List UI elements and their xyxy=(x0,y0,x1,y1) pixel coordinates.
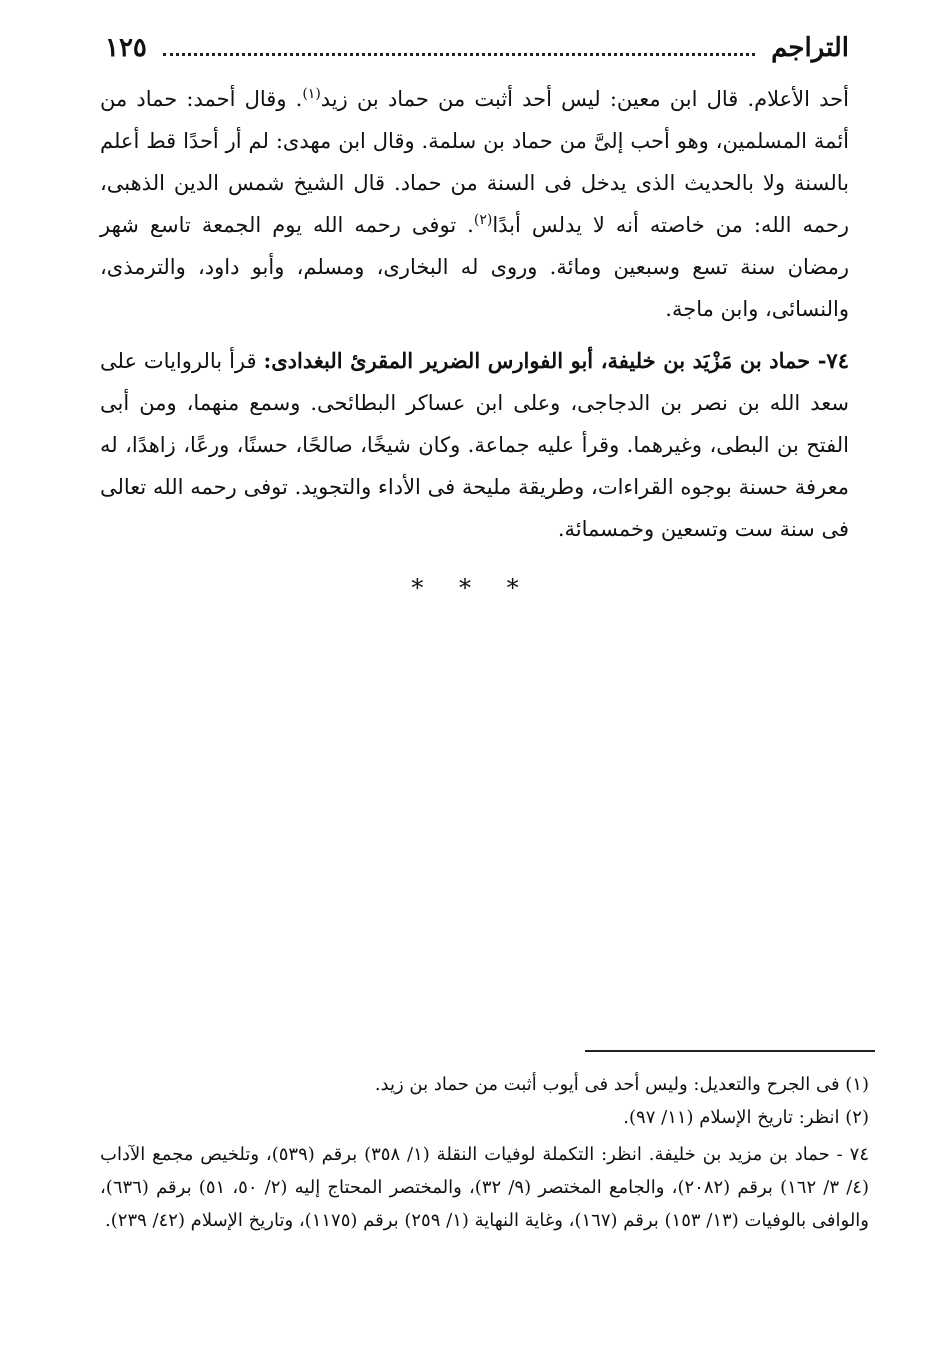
footnotes xyxy=(100,1068,869,1237)
page-number: ١٢٥ xyxy=(105,33,147,63)
running-title: التراجم xyxy=(771,33,849,63)
entry-text: قرأ بالروايات على سعد الله بن نصر بن الدجاجى، وعلى ابن عساكر البطائحى. وسمع منهما، ومن أبى الفتح بن البطى، وغيرهما. وقرأ عليه جماعة. وكان شيخًا، صالحًا، حسنًا، ورعًا، زاهدًا، له معرفة حسنة بوجوه القراءات، وطريقة مليحة فى الأداء والتجويد. توفى رحمه الله تعالى فى سنة ست وتسعين وخمسمائة. xyxy=(100,349,849,541)
footnote-1: (١) فى الجرح والتعديل: وليس أحد فى أيوب أثبت من حماد بن زيد. xyxy=(374,1074,869,1095)
leader-dots xyxy=(163,53,755,56)
entry-74 xyxy=(100,340,849,550)
main-text xyxy=(100,78,849,550)
paragraph-text: . وقال أحمد: حماد من أئمة المسلمين، وهو أحب إلىَّ من حماد بن سلمة. وقال ابن مهدى: لم أر أحدًا قط أعلم بالسنة ولا بالحديث الذى يدخل فى السنة من حماد. قال الشيخ شمس الدين الذهبى، رحمه الله: من خاصته أنه لا يدلس أبدًا xyxy=(100,87,849,237)
section-divider: * * * xyxy=(411,574,533,602)
footnote-ref-1: (١) xyxy=(302,86,321,102)
page-header xyxy=(105,28,849,68)
paragraph-text: أحد الأعلام. قال ابن معين: ليس أحد أثبت من حماد بن زيد xyxy=(320,87,849,111)
footnote-entry-74: ٧٤ - حماد بن مزيد بن خليفة. انظر: التكملة لوفيات النقلة (١/ ٣٥٨) برقم (٥٣٩)، وتلخيص مجمع الآداب (٤/ ٣/ ١٦٢) برقم (٢٠٨٢)، والجامع المختصر (٩/ ٣٢)، والمختصر المحتاج إليه (٢/ ٥٠، ٥١) برقم (٦٣٦)، والوافى بالوفيات (١٣/ ١٥٣) برقم (١٦٧)، وغاية النهاية (١/ ٢٥٩) برقم (١١٧٥)، وتاريخ الإسلام (٤٢/ ٢٣٩). xyxy=(100,1144,869,1231)
paragraph-hammad-ibn-zayd xyxy=(100,78,849,330)
entry-heading: ٧٤- حماد بن مَزْيَد بن خليفة، أبو الفوارس الضرير المقرئ البغدادى: xyxy=(263,348,849,373)
footnote-separator xyxy=(585,1050,875,1052)
paragraph-text: . توفى رحمه الله يوم الجمعة تاسع شهر رمضان سنة تسع وسبعين ومائة. وروى له البخارى، ومسلم، وأبو داود، والترمذى، والنسائى، وابن ماجة. xyxy=(100,213,849,321)
footnote-ref-2: (٢) xyxy=(473,212,493,228)
footnote-2: (٢) انظر: تاريخ الإسلام (١١/ ٩٧). xyxy=(623,1107,869,1128)
